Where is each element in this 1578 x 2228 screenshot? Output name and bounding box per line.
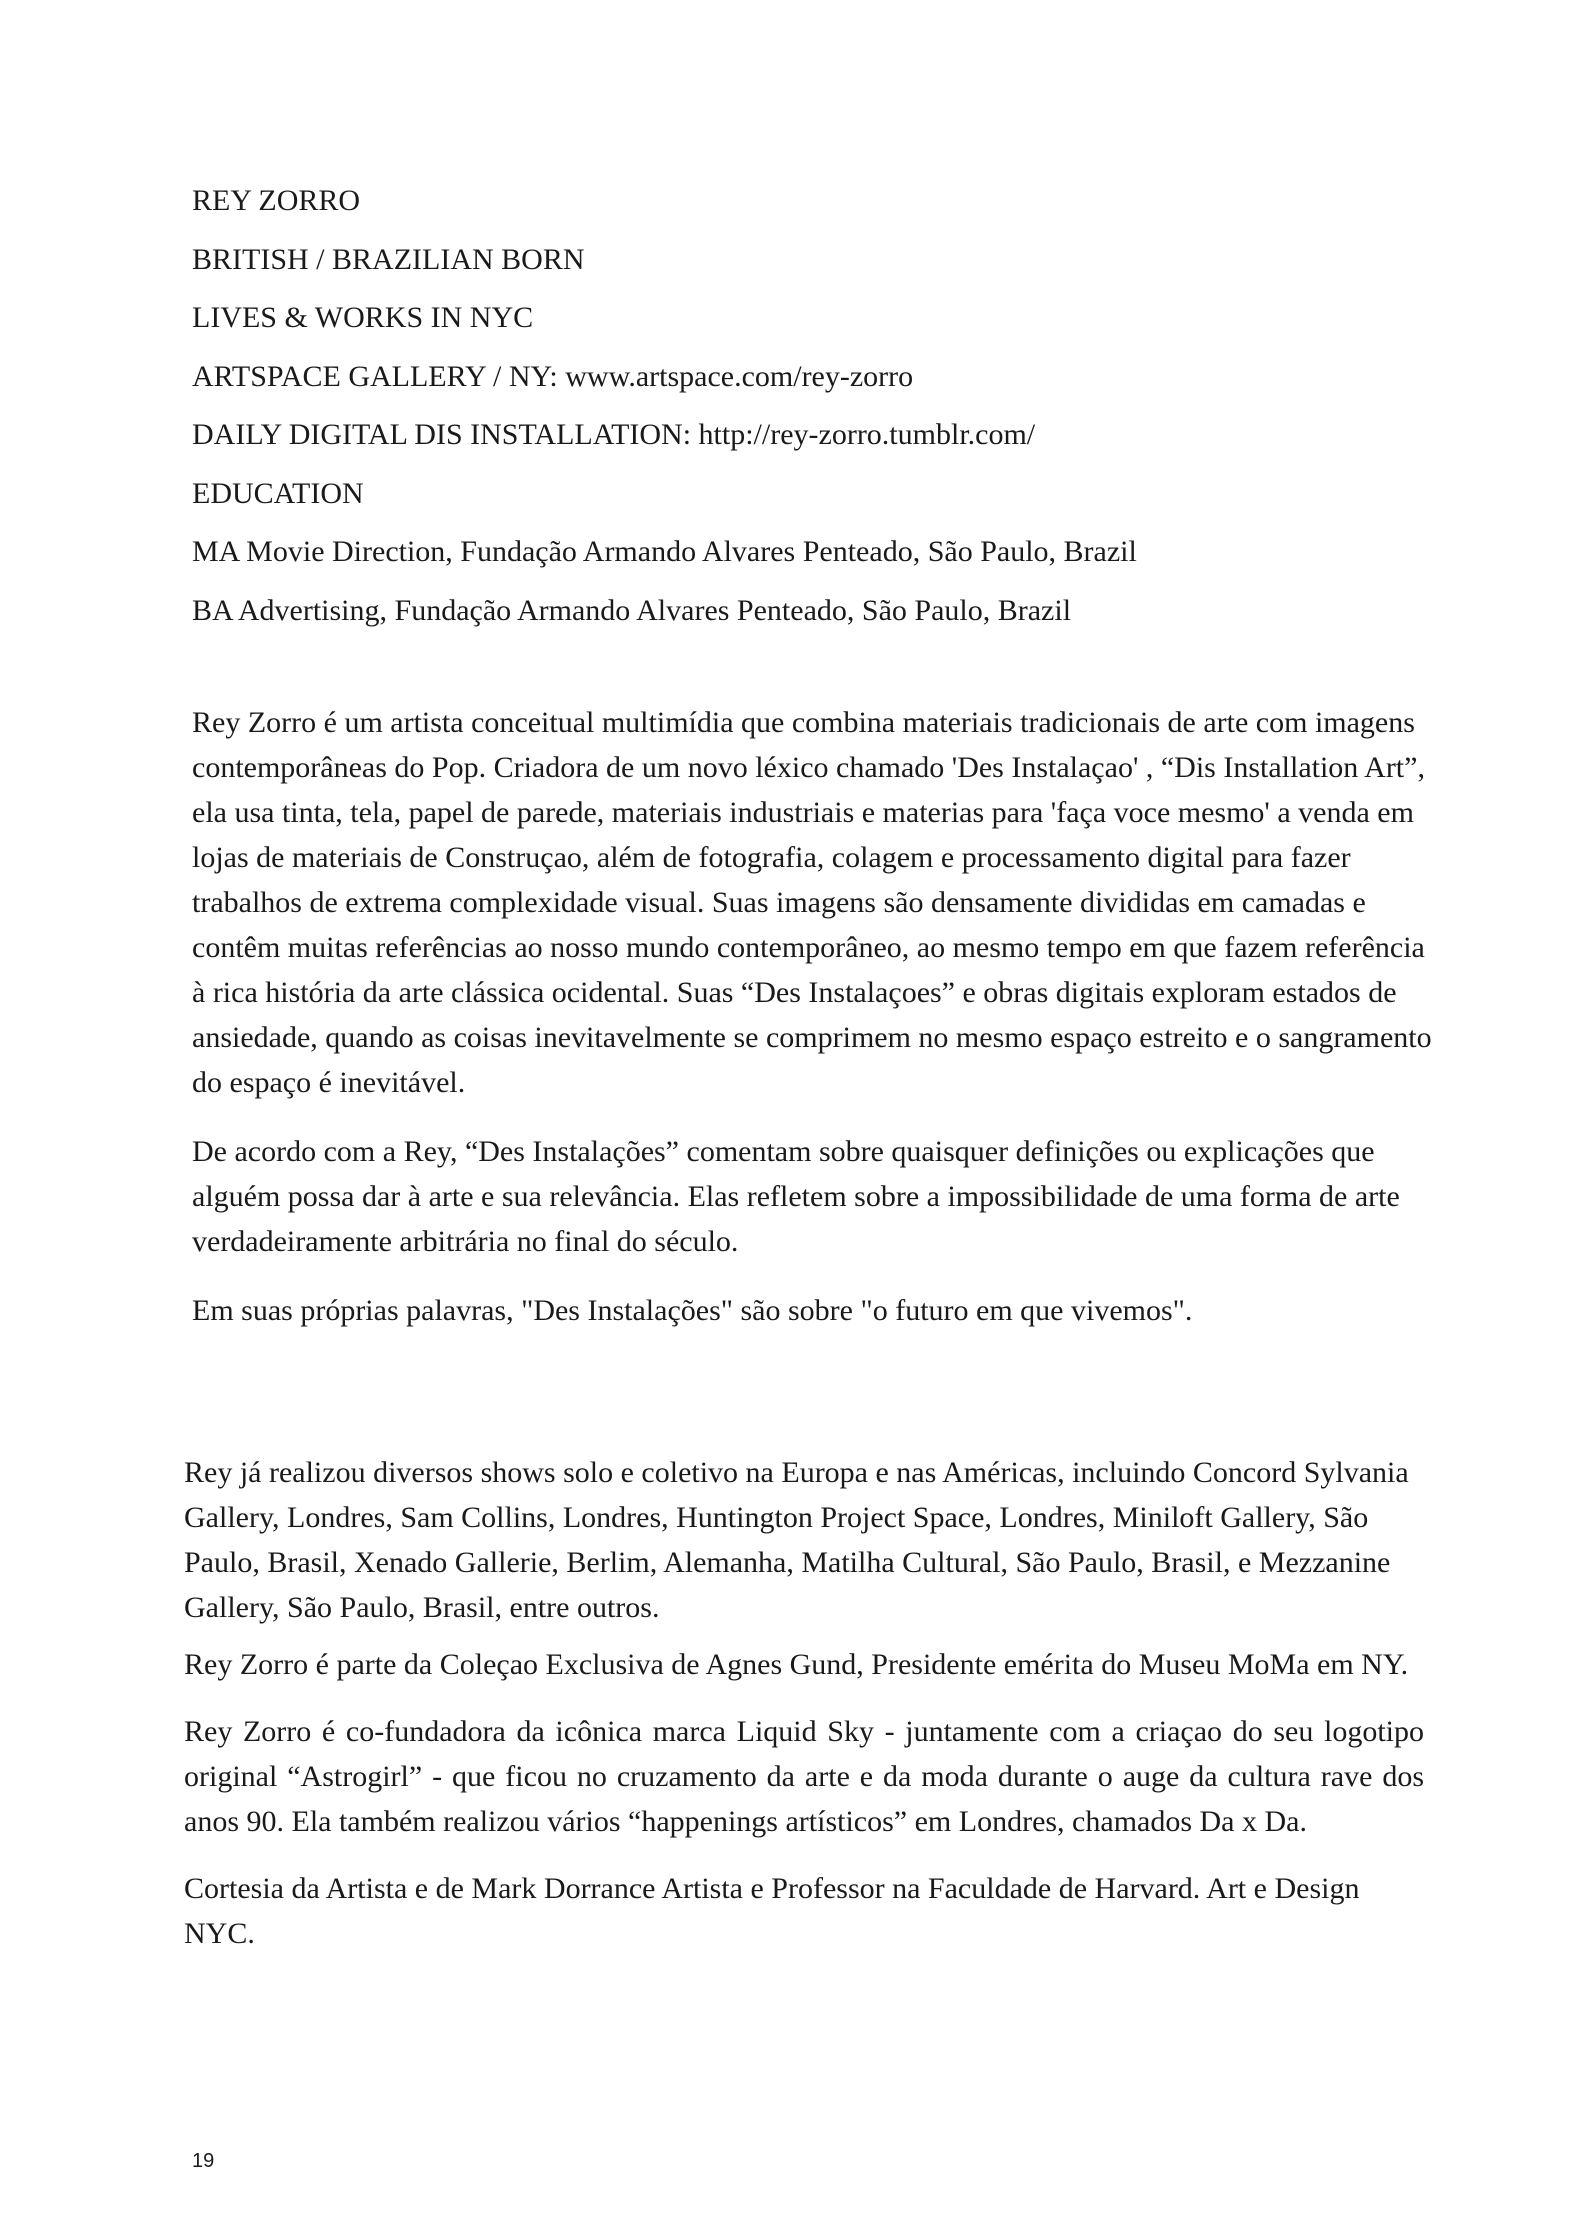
page-number: 19 (192, 2150, 215, 2172)
liquid-sky-paragraph: Rey Zorro é co-fundadora da icônica marca Liquid Sky - juntamente com a criaçao do seu logotipo original “Astrogirl” - que ficou no cruzamento da arte e da moda durante o auge da cultura rave dos anos 90. Ela também realizou vários “happenings artísticos” em Londres, chamados Da x Da. (184, 1715, 1424, 1838)
artist-info-header (192, 172, 1412, 640)
bio-paragraph-3: Em suas próprias palavras, "Des Instalações" são sobre "o futuro em que vivemos". (192, 1294, 1193, 1327)
daily-digital-line: DAILY DIGITAL DIS INSTALLATION: http://rey-zorro.tumblr.com/ (192, 418, 1036, 451)
artist-location: LIVES & WORKS IN NYC (192, 301, 534, 334)
bio-paragraph-2: De acordo com a Rey, “Des Instalações” comentam sobre quaisquer definições ou explicações que alguém possa dar à arte e sua relevância. Elas refletem sobre a impossibilidade de uma forma de arte verdadeiramente arbitrária no final do século. (192, 1135, 1400, 1258)
artist-name: REY ZORRO (192, 184, 361, 217)
collection-paragraph: Rey Zorro é parte da Coleçao Exclusiva de Agnes Gund, Presidente emérita do Museu MoMa em NY. (184, 1648, 1409, 1681)
artspace-gallery-line: ARTSPACE GALLERY / NY: www.artspace.com/rey-zorro (192, 359, 914, 393)
education-ma: MA Movie Direction, Fundação Armando Alvares Penteado, São Paulo, Brazil (192, 535, 1137, 568)
artist-bio (192, 700, 1432, 1357)
courtesy-paragraph: Cortesia da Artista e de Mark Dorrance Artista e Professor na Faculdade de Harvard. Art e Design NYC. (184, 1872, 1360, 1950)
artist-origin: BRITISH / BRAZILIAN BORN (192, 242, 585, 276)
artist-shows (184, 1450, 1424, 1968)
bio-paragraph-1: Rey Zorro é um artista conceitual multimídia que combina materiais tradicionais de arte com imagens contemporâneas do Pop. Criadora de um novo léxico chamado 'Des Instalaçao' , “Dis Installation Art”, ela usa tinta, tela, papel de parede, materiais industriais e materias para 'faça voce mesmo' a venda em lojas de materiais de Construçao, além de fotografia, colagem e processamento digital para fazer trabalhos de extrema complexidade visual. Suas imagens são densamente divididas em camadas e contêm muitas referências ao nosso mundo contemporâneo, ao mesmo tempo em que fazem referência à rica história da arte clássica ocidental. Suas “Des Instalaçoes” e obras digitais exploram estados de ansiedade, quando as coisas inevitavelmente se comprimem no mesmo espaço estreito e o sangramento do espaço é inevitável. (192, 706, 1432, 1099)
shows-paragraph: Rey já realizou diversos shows solo e coletivo na Europa e nas Américas, incluindo Concord Sylvania Gallery, Londres, Sam Collins, Londres, Huntington Project Space, Londres, Miniloft Gallery, São Paulo, Brasil, Xenado Gallerie, Berlim, Alemanha, Matilha Cultural, São Paulo, Brasil, e Mezzanine Gallery, São Paulo, Brasil, entre outros. (184, 1456, 1409, 1624)
education-heading: EDUCATION (192, 476, 364, 510)
education-ba: BA Advertising, Fundação Armando Alvares Penteado, São Paulo, Brazil (192, 593, 1072, 627)
